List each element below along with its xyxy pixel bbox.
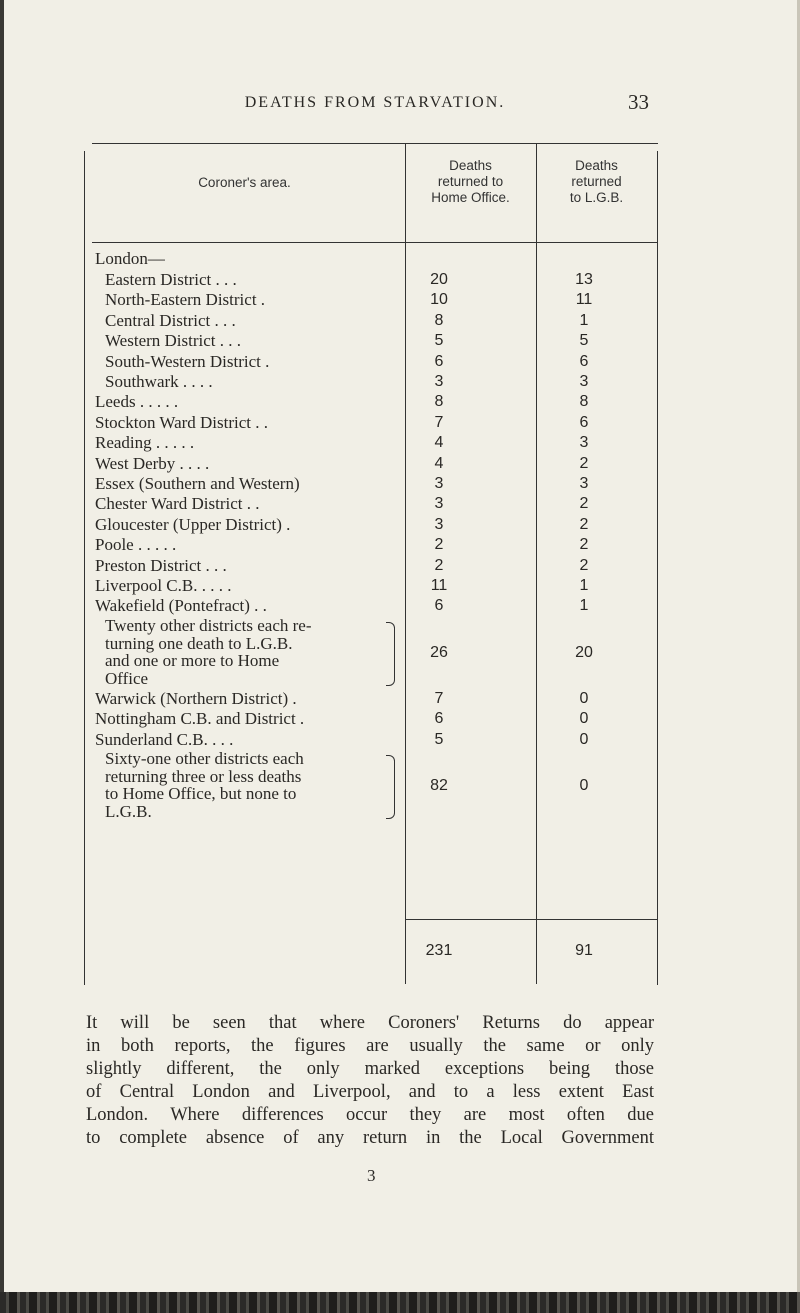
lgb-cell: 3	[579, 434, 589, 452]
lgb-cell: 0	[579, 690, 589, 707]
grouped-area-cell	[105, 617, 395, 687]
area-cell: Warwick (Northern District) .	[95, 689, 297, 708]
home-office-cell: 11	[430, 577, 448, 594]
header-lgb-line: Deaths	[575, 158, 618, 173]
table-row	[84, 493, 658, 514]
group-label-london: London—	[95, 249, 165, 268]
grouped-area-line: and one or more to Home	[105, 651, 280, 670]
home-office-cell: 2	[434, 556, 444, 574]
table-row	[84, 514, 658, 535]
lgb-cell: 8	[579, 393, 589, 411]
home-office-cell: 5	[434, 730, 444, 748]
header-lgb-line: to L.G.B.	[569, 190, 624, 205]
total-lgb: 91	[575, 942, 593, 959]
home-office-cell: 26	[430, 644, 448, 661]
area-cell: West Derby . . . .	[95, 453, 210, 473]
home-office-cell: 10	[430, 291, 448, 309]
lgb-cell: 11	[575, 291, 593, 309]
area-cell: Liverpool C.B. . . . .	[95, 576, 232, 595]
grouped-area-line: turning one death to L.G.B.	[105, 633, 293, 653]
group-brace	[386, 622, 395, 686]
area-cell: Preston District . . .	[95, 555, 227, 575]
lgb-cell: 2	[579, 454, 589, 472]
table-row	[84, 412, 658, 433]
lgb-cell: 0	[579, 710, 589, 728]
header-home-office-line: Home Office.	[431, 190, 510, 205]
area-cell: Wakefield (Pontefract) . .	[95, 596, 267, 616]
area-cell: Chester Ward District . .	[95, 494, 260, 514]
area-cell: Nottingham C.B. and District .	[95, 709, 305, 729]
paragraph-line: to complete absence of any return in the Local Government	[86, 1128, 654, 1148]
page-edge-left	[0, 0, 4, 1313]
lgb-cell: 5	[579, 332, 589, 350]
lgb-cell: 2	[579, 556, 589, 574]
signature-mark: 3	[367, 1166, 376, 1185]
home-office-cell: 4	[434, 434, 444, 452]
table-row	[84, 473, 658, 494]
home-office-cell: 3	[434, 515, 444, 533]
home-office-cell: 82	[430, 777, 448, 794]
home-office-cell: 5	[434, 332, 444, 350]
body-paragraph	[86, 1012, 654, 1150]
lgb-cell: 20	[575, 644, 593, 661]
area-cell: Reading . . . . .	[95, 433, 195, 453]
home-office-cell: 7	[434, 413, 444, 431]
header-lgb-line: returned	[571, 174, 622, 189]
area-cell: North-Eastern District .	[105, 290, 266, 310]
grouped-area-line: to Home Office, but none to	[105, 784, 297, 803]
paragraph-line: slightly different, the only marked exceptions being those	[86, 1059, 654, 1079]
lgb-cell: 2	[579, 536, 589, 554]
area-cell: Eastern District . . .	[105, 270, 237, 289]
home-office-cell: 3	[434, 475, 444, 492]
lgb-cell: 1	[579, 597, 589, 615]
area-cell: Stockton Ward District . .	[95, 412, 269, 432]
lgb-cell: 6	[579, 352, 589, 370]
lgb-cell: 2	[579, 515, 589, 533]
lgb-cell: 0	[579, 730, 589, 748]
home-office-cell: 2	[434, 536, 444, 554]
area-cell: South-Western District .	[105, 351, 270, 371]
table-row	[84, 575, 658, 596]
table-rule-header	[92, 242, 658, 243]
table-row	[84, 595, 658, 616]
header-home-office	[405, 158, 536, 206]
table-row	[84, 688, 658, 709]
home-office-cell: 3	[434, 373, 444, 390]
lgb-cell: 3	[579, 373, 589, 390]
home-office-cell: 6	[434, 352, 444, 370]
header-coroner-area: Coroner's area.	[198, 175, 291, 190]
home-office-cell: 8	[434, 311, 444, 329]
paragraph-line: in both reports, the figures are usually the same or only	[86, 1036, 654, 1056]
table-row	[84, 729, 658, 750]
table-row	[84, 453, 658, 474]
home-office-cell: 7	[434, 690, 444, 707]
paragraph-line: of Central London and Liverpool, and to a less extent East	[86, 1082, 654, 1102]
table-row	[84, 371, 658, 392]
header-home-office-line: returned to	[437, 174, 504, 189]
grouped-area-line: Office	[105, 668, 149, 688]
table-row	[84, 708, 658, 729]
area-cell: Central District . . .	[105, 310, 236, 330]
grouped-area-line: Sixty-one other districts each	[105, 749, 304, 768]
area-cell: Essex (Southern and Western)	[95, 474, 300, 493]
total-home-office: 231	[425, 942, 453, 959]
paragraph-line: It will be seen that where Coroners' Returns do appear	[86, 1013, 654, 1033]
home-office-cell: 8	[434, 393, 444, 411]
lgb-cell: 1	[579, 311, 589, 329]
page-edge-bottom	[0, 1292, 800, 1313]
area-cell: Southwark . . . .	[105, 372, 213, 391]
grouped-area-line: Twenty other districts each re-	[105, 616, 312, 635]
grouped-area-line: returning three or less deaths	[105, 766, 302, 786]
table-rule-total	[405, 919, 658, 920]
lgb-cell: 13	[575, 271, 593, 288]
lgb-cell: 1	[579, 577, 589, 594]
table-row	[84, 330, 658, 351]
table-row	[84, 534, 658, 555]
table-row	[84, 432, 658, 453]
area-cell: Poole . . . . .	[95, 535, 177, 555]
deaths-table	[84, 143, 658, 985]
area-cell: Gloucester (Upper District) .	[95, 514, 291, 534]
table-row	[84, 289, 658, 310]
running-head: DEATHS FROM STARVATION.	[244, 94, 506, 111]
lgb-cell: 2	[579, 495, 589, 513]
table-rule-top	[92, 143, 658, 144]
table-row	[84, 391, 658, 412]
home-office-cell: 3	[434, 495, 444, 513]
header-home-office-line: Deaths	[449, 158, 492, 173]
table-row	[84, 310, 658, 331]
grouped-area-cell	[105, 750, 395, 820]
table-row	[84, 269, 658, 290]
area-cell: Western District . . .	[105, 331, 242, 351]
home-office-cell: 4	[434, 454, 444, 472]
table-row	[84, 555, 658, 576]
area-cell: Sunderland C.B. . . .	[95, 729, 234, 749]
group-brace	[386, 755, 395, 819]
lgb-cell: 3	[579, 475, 589, 492]
lgb-cell: 0	[579, 777, 589, 794]
home-office-cell: 6	[434, 597, 444, 615]
lgb-cell: 6	[579, 413, 589, 431]
area-cell: Leeds . . . . .	[95, 392, 179, 412]
paragraph-line: London. Where differences occur they are most often due	[86, 1105, 654, 1125]
home-office-cell: 20	[430, 271, 448, 288]
grouped-area-line: L.G.B.	[105, 801, 152, 821]
table-row	[84, 351, 658, 372]
header-lgb	[536, 158, 657, 206]
page-number: 33	[628, 90, 649, 114]
home-office-cell: 6	[434, 710, 444, 728]
